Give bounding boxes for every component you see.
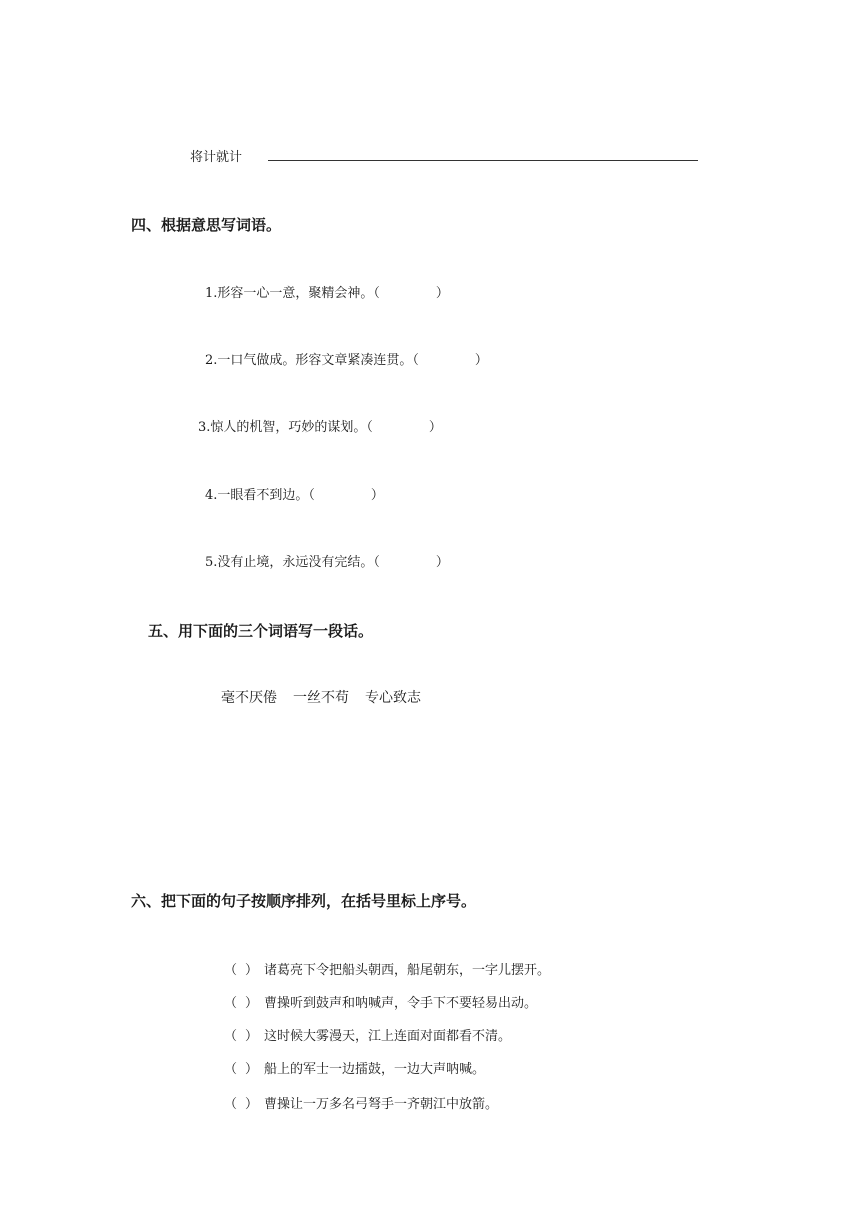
- section4-item-4: [205, 484, 384, 503]
- idiom-label: 将计就计: [190, 150, 243, 165]
- item-text: 5.没有止境，永远没有完结。（: [205, 555, 380, 570]
- open-paren: （: [224, 996, 238, 1011]
- section5-heading: 五、用下面的三个词语写一段话。: [148, 622, 374, 640]
- word-list: [221, 687, 421, 707]
- close-paren: ）: [245, 1029, 259, 1044]
- item-text: 1.形容一心一意，聚精会神。（: [205, 286, 380, 301]
- word-1: 毫不厌倦: [221, 690, 277, 706]
- sentence-text: 这时候大雾漫天，江上连面对面都看不清。: [264, 1029, 512, 1044]
- close-paren: ）: [245, 1062, 259, 1077]
- sentence-text: 诸葛亮下令把船头朝西，船尾朝东，一字儿摆开。: [264, 963, 551, 978]
- sentence-text: 曹操听到鼓声和呐喊声，令手下不要轻易出动。: [264, 996, 538, 1011]
- open-paren: （: [224, 1097, 238, 1112]
- open-paren: （: [224, 1029, 238, 1044]
- word-3: 专心致志: [365, 690, 421, 706]
- item-text: 3.惊人的机智，巧妙的谋划。（: [198, 420, 373, 435]
- answer-line[interactable]: [268, 160, 698, 161]
- close-paren: ）: [245, 1097, 259, 1112]
- sentence-text: 船上的军士一边擂鼓，一边大声呐喊。: [264, 1062, 486, 1077]
- section6-item-4: [224, 1058, 485, 1077]
- section6-item-1: [224, 959, 550, 978]
- close-paren: ）: [474, 353, 488, 368]
- close-paren: ）: [428, 420, 442, 435]
- section4-item-5: [205, 551, 449, 570]
- item-text: 2.一口气做成。形容文章紧凑连贯。（: [205, 353, 419, 368]
- section6-heading: 六、把下面的句子按顺序排列，在括号里标上序号。: [131, 892, 477, 910]
- writing-area[interactable]: [148, 720, 708, 870]
- section6-item-2: [224, 992, 537, 1011]
- close-paren: ）: [245, 963, 259, 978]
- sentence-text: 曹操让一万多名弓弩手一齐朝江中放箭。: [264, 1097, 499, 1112]
- close-paren: ）: [245, 996, 259, 1011]
- close-paren: ）: [435, 555, 449, 570]
- section4-heading: 四、根据意思写词语。: [131, 216, 282, 234]
- item-text: 4.一眼看不到边。（: [205, 488, 315, 503]
- section4-item-3: [198, 416, 442, 435]
- section4-item-2: [205, 349, 488, 368]
- section4-item-1: [205, 282, 449, 301]
- open-paren: （: [224, 1062, 238, 1077]
- word-2: 一丝不苟: [293, 690, 349, 706]
- section6-item-5: [224, 1093, 498, 1112]
- open-paren: （: [224, 963, 238, 978]
- close-paren: ）: [370, 488, 384, 503]
- section6-item-3: [224, 1025, 511, 1044]
- close-paren: ）: [435, 286, 449, 301]
